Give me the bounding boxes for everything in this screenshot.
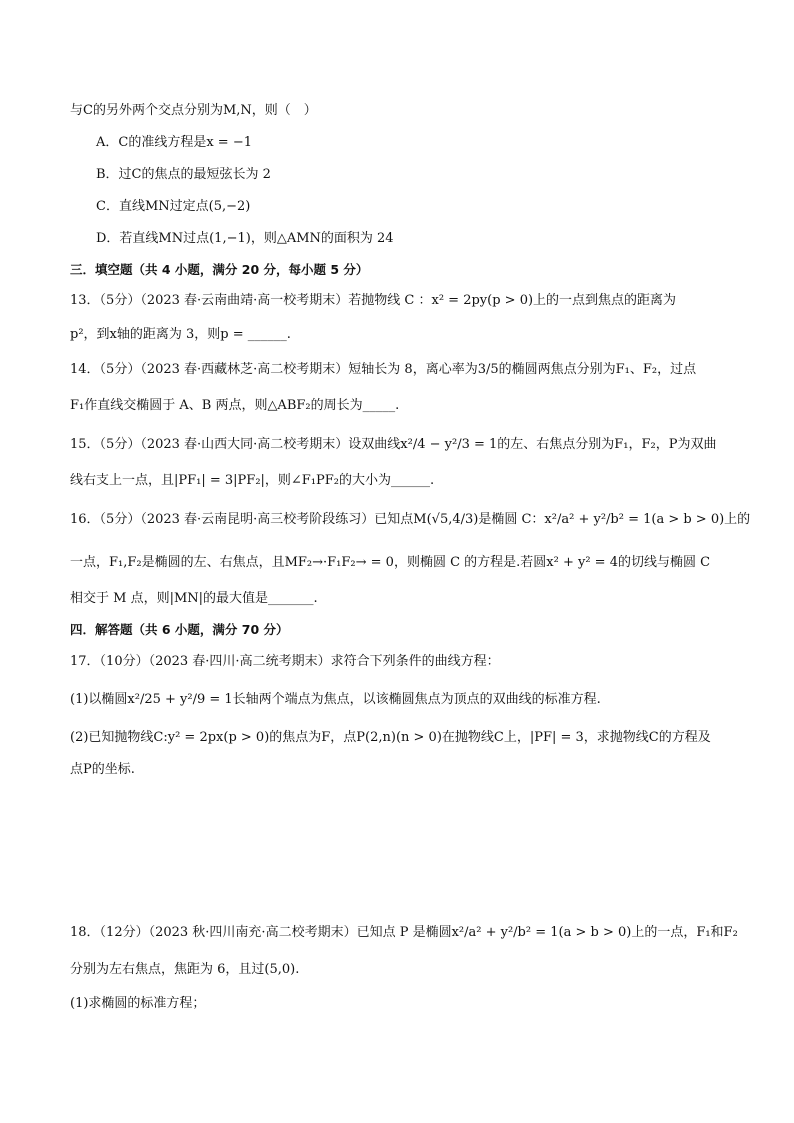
q12-option-d: D．若直线MN过点(1,−1)，则△AMN的面积为 24 [96,231,394,246]
q16-line-3: 相交于 M 点，则|MN|的最大值是_______. [70,591,318,606]
q12-option-b: B．过C的焦点的最短弦长为 2 [96,167,271,182]
q17-part-2-line-2: 点P的坐标. [70,762,135,777]
q12-option-c: C．直线MN过定点(5,−2) [96,199,251,214]
q17-part-1: (1)以椭圆x²/25 + y²/9 = 1长轴两个端点为焦点，以该椭圆焦点为顶点的双曲线的标准方程. [70,692,601,707]
q13-line-1: 13．（5分）（2023 春·云南曲靖·高一校考期末）若抛物线 C ：x² = 2py(p > 0)上的一点到焦点的距离为 [70,293,677,308]
q16-line-1: 16．（5分）（2023 春·云南昆明·高三校考阶段练习）已知点M(√5,4/3)是椭圆 C：x²/a² + y²/b² = 1(a > b > 0)上的 [70,512,751,527]
q14-line-1: 14．（5分）（2023 春·西藏林芝·高二校考期末）短轴长为 8，离心率为3/5的椭圆两焦点分别为F₁、F₂，过点 [70,362,697,377]
q12-continuation: 与C的另外两个交点分别为M,N，则（ ） [70,103,317,118]
q18-line-1: 18．（12分）（2023 秋·四川南充·高二校考期末）已知点 P 是椭圆x²/a² + y²/b² = 1(a > b > 0)上的一点，F₁和F₂ [70,925,738,940]
q17-part-2-line-1: (2)已知抛物线C:y² = 2px(p > 0)的焦点为F，点P(2,n)(n > 0)在抛物线C上，|PF| = 3，求抛物线C的方程及 [70,730,711,745]
section-heading-fill-in: 三．填空题（共 4 小题，满分 20 分，每小题 5 分） [70,262,369,277]
q15-line-2: 线右支上一点，且|PF₁| = 3|PF₂|，则∠F₁PF₂的大小为______. [70,473,435,488]
q16-line-2: 一点，F₁,F₂是椭圆的左、右焦点，且MF₂→·F₁F₂→ = 0，则椭圆 C 的方程是.若圆x² + y² = 4的切线与椭圆 C [70,555,711,570]
q13-line-2: p²，到x轴的距离为 3，则p = ______. [70,327,291,342]
q15-line-1: 15．（5分）（2023 春·山西大同·高二校考期末）设双曲线x²/4 − y²/3 = 1的左、右焦点分别为F₁，F₂，P为双曲 [70,437,717,452]
q14-line-2: F₁作直线交椭圆于 A、B 两点，则△ABF₂的周长为_____. [70,398,400,413]
q17-stem: 17．（10分）（2023 春·四川·高二统考期末）求符合下列条件的曲线方程： [70,654,500,669]
section-heading-solutions: 四．解答题（共 6 小题，满分 70 分） [70,622,289,637]
q18-line-2: 分别为左右焦点，焦距为 6，且过(5,0). [70,962,300,977]
q18-part-1: (1)求椭圆的标准方程； [70,996,206,1011]
q12-option-a: A．C的准线方程是x = −1 [96,135,252,150]
